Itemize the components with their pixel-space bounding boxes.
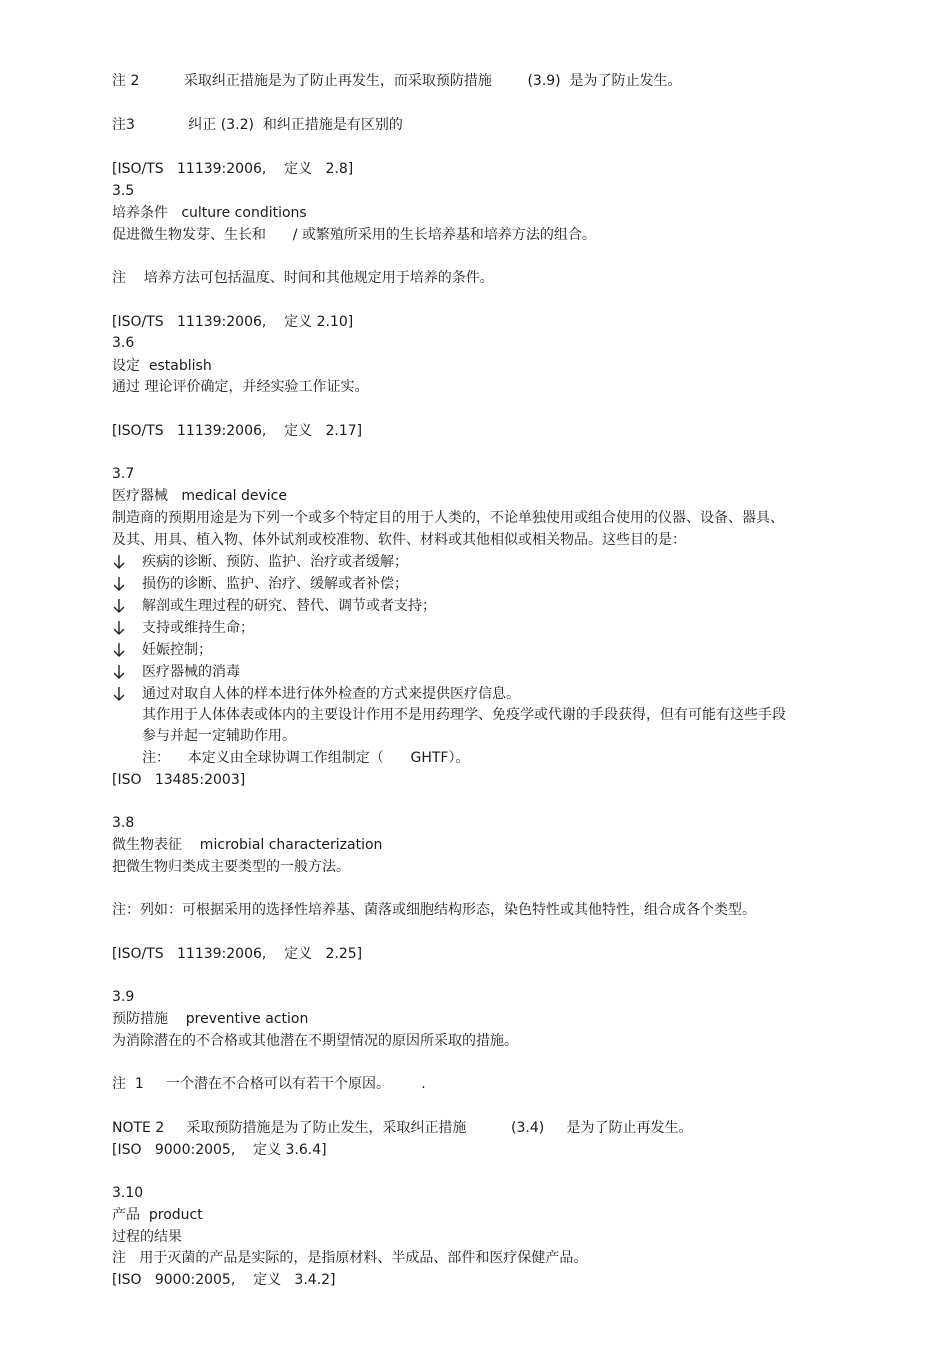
definition: 过程的结果 — [112, 1229, 182, 1245]
list-item: 疾病的诊断、预防、监护、治疗或者缓解； — [142, 554, 408, 570]
down-arrow-icon — [112, 641, 126, 659]
definition: 为消除潜在的不合格或其他潜在不期望情况的原因所采取的措施。 — [112, 1033, 518, 1049]
definition-continued: 及其、用具、植入物、体外试剂或校准物、软件、材料或其他相似或相关物品。这些目的是： — [112, 532, 686, 548]
reference: [ISO/TS 11139:2006, 定义 2.10] — [112, 314, 354, 330]
list-item: 通过对取自人体的样本进行体外检查的方式来提供医疗信息。 — [142, 686, 520, 702]
definition: 制造商的预期用途是为下列一个或多个特定目的用于人类的，不论单独使用或组合使用的仪器、设备、器具、 — [112, 510, 784, 526]
reference: [ISO 9000:2005, 定义 3.6.4] — [112, 1142, 327, 1158]
note-3: 注3 纠正 (3.2) 和纠正措施是有区别的 — [112, 117, 403, 133]
section-number: 3.8 — [112, 815, 135, 831]
list-item: 医疗器械的消毒 — [142, 664, 240, 680]
note: 注 培养方法可包括温度、时间和其他规定用于培养的条件。 — [112, 270, 494, 286]
list-item: 损伤的诊断、监护、治疗、缓解或者补偿； — [142, 576, 408, 592]
note: 注：列如：可根据采用的选择性培养基、菌落或细胞结构形态，染色特性或其他特性，组合成各个类型。 — [112, 902, 756, 918]
note: 注 用于灭菌的产品是实际的，是指原材料、半成品、部件和医疗保健产品。 — [112, 1250, 588, 1266]
section-number: 3.9 — [112, 989, 135, 1005]
note-1: 注 1 一个潜在不合格可以有若干个原因。 . — [112, 1076, 426, 1092]
down-arrow-icon — [112, 597, 126, 615]
reference: [ISO/TS 11139:2006, 定义 2.8] — [112, 161, 354, 177]
list-item: 妊娠控制； — [142, 642, 212, 658]
paragraph-continued: 参与并起一定辅助作用。 — [142, 728, 296, 744]
term-title: 预防措施 preventive action — [112, 1011, 309, 1027]
note-2: NOTE 2 采取预防措施是为了防止发生，采取纠正措施 (3.4) 是为了防止再发生。 — [112, 1120, 693, 1136]
section-number: 3.6 — [112, 335, 135, 351]
section-number: 3.5 — [112, 183, 135, 199]
term-title: 产品 product — [112, 1207, 203, 1223]
reference: [ISO 13485:2003] — [112, 772, 246, 788]
section-number: 3.10 — [112, 1185, 144, 1201]
reference: [ISO/TS 11139:2006, 定义 2.17] — [112, 423, 363, 439]
reference: [ISO 9000:2005, 定义 3.4.2] — [112, 1272, 336, 1288]
list-item: 支持或维持生命； — [142, 620, 254, 636]
down-arrow-icon — [112, 619, 126, 637]
list-item: 解剖或生理过程的研究、替代、调节或者支持； — [142, 598, 436, 614]
term-title: 培养条件 culture conditions — [112, 205, 307, 221]
down-arrow-icon — [112, 685, 126, 703]
definition: 把微生物归类成主要类型的一般方法。 — [112, 859, 350, 875]
down-arrow-icon — [112, 553, 126, 571]
term-title: 医疗器械 medical device — [112, 488, 287, 504]
note-2: 注 2 采取纠正措施是为了防止再发生，而采取预防措施 (3.9) 是为了防止发生。 — [112, 73, 682, 89]
note: 注： 本定义由全球协调工作组制定（ GHTF）。 — [142, 750, 470, 766]
down-arrow-icon — [112, 663, 126, 681]
term-title: 微生物表征 microbial characterization — [112, 837, 383, 853]
term-title: 设定 establish — [112, 358, 212, 374]
section-number: 3.7 — [112, 466, 135, 482]
definition: 通过 理论评价确定，并经实验工作证实。 — [112, 379, 369, 395]
paragraph: 其作用于人体体表或体内的主要设计作用不是用药理学、免疫学或代谢的手段获得，但有可能有这些手段 — [142, 707, 786, 723]
down-arrow-icon — [112, 575, 126, 593]
reference: [ISO/TS 11139:2006, 定义 2.25] — [112, 946, 363, 962]
definition: 促进微生物发芽、生长和 / 或繁殖所采用的生长培养基和培养方法的组合。 — [112, 227, 596, 243]
